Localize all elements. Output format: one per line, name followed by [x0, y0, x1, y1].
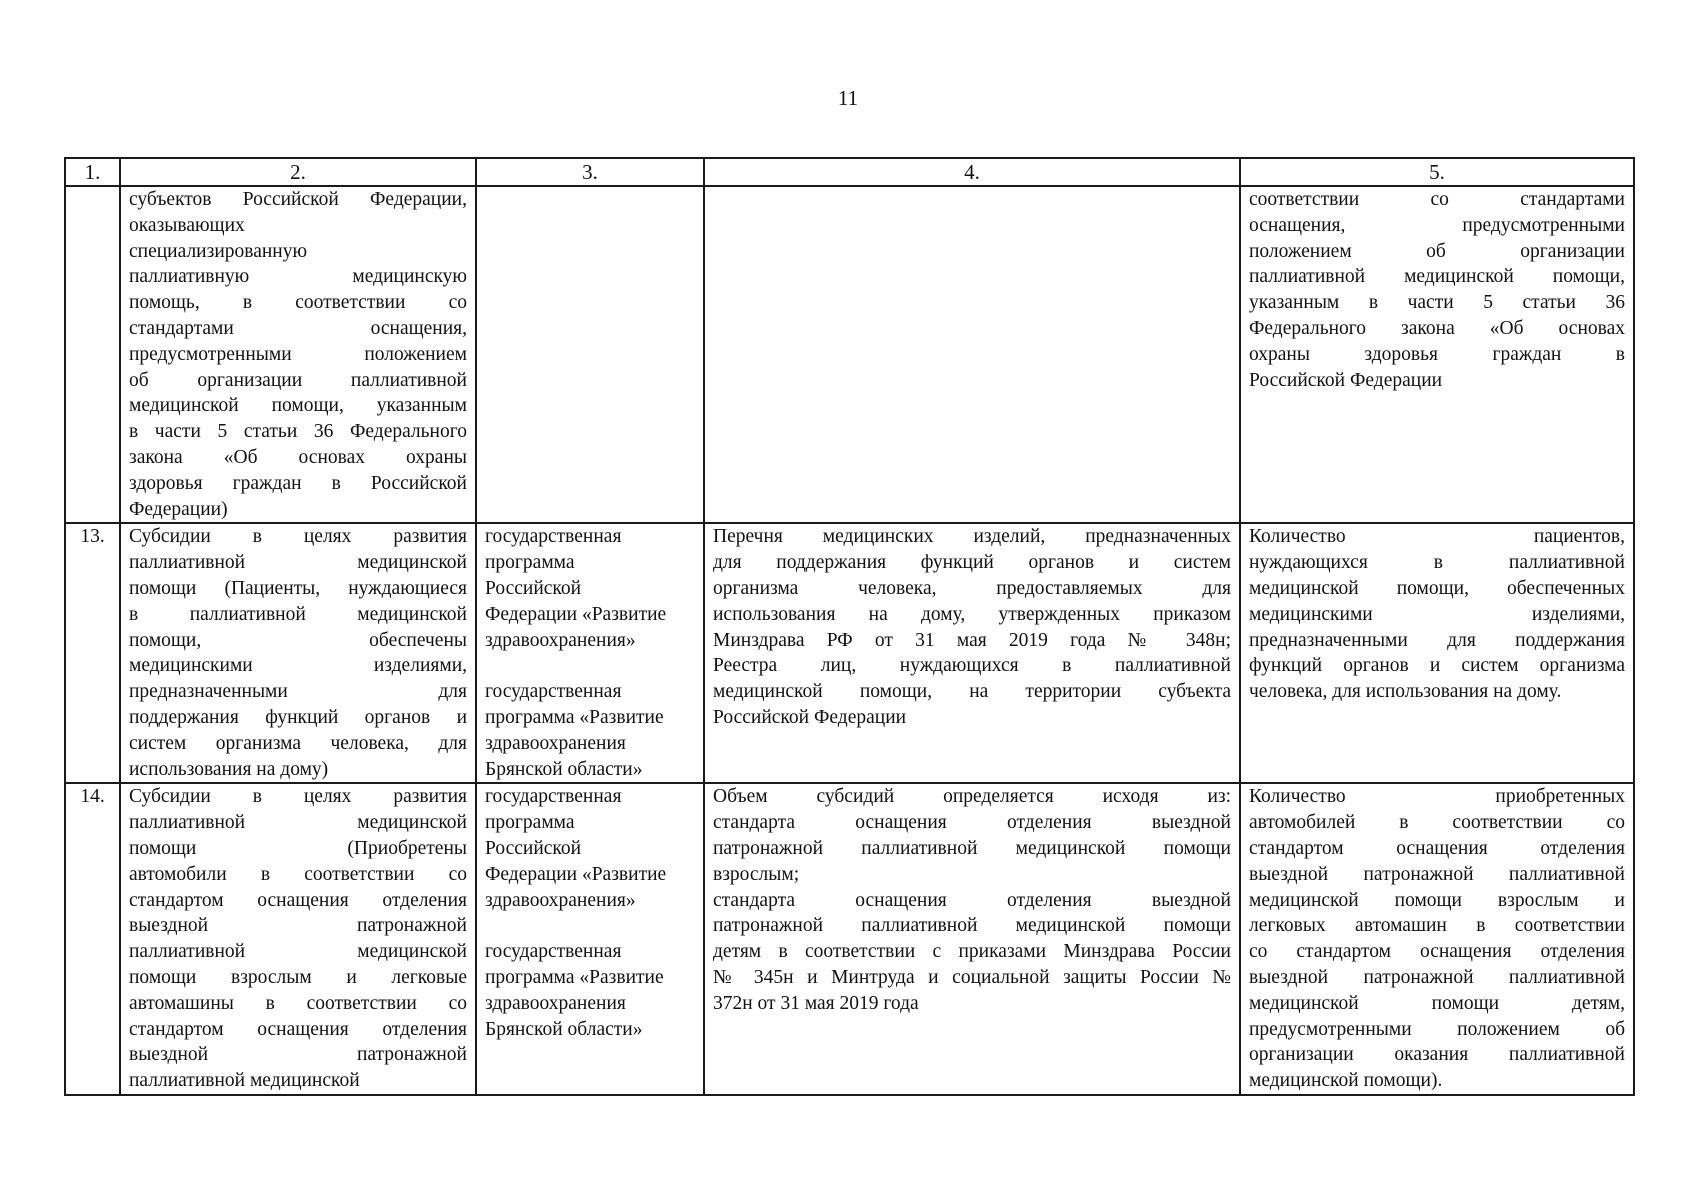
indicator-line: со стандартом оснащения отделения [1249, 941, 1625, 963]
description-line: медицинской помощи, указанным [129, 395, 467, 417]
program-line: здравоохранения» [485, 889, 636, 911]
calculation-basis-line: стандарта оснащения отделения выездной [713, 889, 1231, 911]
header-col-4: 4. [704, 158, 1240, 186]
program-line: Федерации «Развитие [485, 603, 667, 625]
description-line: Субсидии в целях развития [129, 786, 467, 808]
description-line: закона «Об основах охраны [129, 446, 467, 468]
calculation-basis-line: детям в соответствии с приказами Минздрава России [713, 941, 1231, 963]
description-line: предназначенными для [129, 681, 467, 703]
calculation-basis-line: для поддержания функций органов и систем [713, 552, 1231, 574]
indicator-line: охраны здоровья граждан в [1249, 343, 1625, 365]
description-line: оказывающих [129, 214, 245, 236]
indicator-line: медицинской помощи, обеспеченных [1249, 577, 1625, 599]
description-line: выездной патронажной [129, 915, 467, 937]
description-line: субъектов Российской Федерации, [129, 189, 467, 210]
description-line: стандартом оснащения отделения [129, 889, 467, 911]
table-header-row [65, 158, 1634, 186]
cell-description [120, 186, 476, 523]
program-line: программа «Развитие [485, 966, 664, 988]
program-line: здравоохранения [485, 732, 626, 754]
program-line: Брянской области» [485, 758, 643, 780]
description-line: здоровья граждан в Российской [129, 472, 467, 494]
program-gap [485, 913, 695, 939]
cell-program [476, 783, 704, 1095]
indicator-line: Российской Федерации [1249, 369, 1443, 391]
indicator-line: стандартом оснащения отделения [1249, 837, 1625, 859]
indicator-line: предназначенными для поддержания [1249, 629, 1625, 651]
indicator-line: предусмотренными положением об [1249, 1018, 1625, 1040]
program-line: Российской [485, 837, 582, 859]
description-line: предусмотренными положением [129, 343, 467, 365]
program-line: государственная [485, 941, 622, 963]
indicator-line: выездной патронажной паллиативной [1249, 966, 1625, 988]
indicator-line: медицинской помощи детям, [1249, 992, 1625, 1014]
document-table [64, 157, 1635, 1096]
calculation-basis-line: взрослым; [713, 863, 800, 885]
row-number: 14. [65, 783, 120, 1095]
indicator-line: Количество пациентов, [1249, 526, 1625, 548]
description-line: паллиативной медицинской [129, 812, 467, 834]
cell-program [476, 523, 704, 783]
cell-program [476, 186, 704, 523]
cell-calculation-basis [704, 186, 1240, 523]
indicator-line: медицинской помощи взрослым и [1249, 889, 1625, 911]
table-row [65, 186, 1634, 523]
header-col-3: 3. [476, 158, 704, 186]
description-line: паллиативной медицинской [129, 941, 467, 963]
indicator-line: паллиативной медицинской помощи, [1249, 266, 1625, 288]
calculation-basis-line: организма человека, предоставляемых для [713, 577, 1231, 599]
description-line: помощи взрослым и легковые [129, 966, 467, 988]
program-line: здравоохранения [485, 992, 626, 1014]
calculation-basis-line: стандарта оснащения отделения выездной [713, 812, 1231, 834]
calculation-basis-line: патронажной паллиативной медицинской помощи [713, 837, 1231, 859]
indicator-line: выездной патронажной паллиативной [1249, 863, 1625, 885]
cell-description [120, 523, 476, 783]
calculation-basis-line: медицинской помощи, на территории субъекта [713, 681, 1231, 703]
indicator-line: Количество приобретенных [1249, 786, 1625, 808]
calculation-basis-line: № 345н и Минтруда и социальной защиты России № [713, 966, 1231, 988]
description-line: в части 5 статьи 36 Федерального [129, 421, 467, 443]
description-line: паллиативной медицинской [129, 1070, 360, 1092]
description-line: специализированную [129, 240, 308, 262]
calculation-basis-line: Реестра лиц, нуждающихся в паллиативной [713, 655, 1231, 677]
description-line: стандартами оснащения, [129, 317, 467, 339]
cell-indicator [1240, 523, 1634, 783]
cell-indicator [1240, 783, 1634, 1095]
program-line: государственная [485, 681, 622, 703]
header-col-1: 1. [65, 158, 120, 186]
calculation-basis-line: Минздрава РФ от 31 мая 2019 года № 348н; [713, 629, 1231, 651]
description-line: систем организма человека, для [129, 732, 467, 754]
indicator-line: положением об организации [1249, 240, 1625, 262]
indicator-line: Федерального закона «Об основах [1249, 317, 1625, 339]
indicator-line: оснащения, предусмотренными [1249, 214, 1625, 236]
indicator-line: автомобилей в соответствии со [1249, 812, 1625, 834]
calculation-basis-line: патронажной паллиативной медицинской помощи [713, 915, 1231, 937]
calculation-basis-line: использования на дому, утвержденных приказом [713, 603, 1231, 625]
row-number [65, 186, 120, 523]
program-line: здравоохранения» [485, 629, 636, 651]
calculation-basis-line: Объем субсидий определяется исходя из: [713, 786, 1231, 808]
description-line: паллиативной медицинской [129, 552, 467, 574]
header-col-2: 2. [120, 158, 476, 186]
description-line: выездной патронажной [129, 1044, 467, 1066]
program-line: государственная [485, 786, 622, 808]
program-line: государственная [485, 526, 622, 548]
description-line: помощь, в соответствии со [129, 292, 467, 314]
description-line: поддержания функций органов и [129, 706, 467, 728]
description-line: помощи (Приобретены [129, 837, 467, 859]
description-line: в паллиативной медицинской [129, 603, 467, 625]
cell-description [120, 783, 476, 1095]
description-line: медицинскими изделиями, [129, 655, 467, 677]
indicator-line: нуждающихся в паллиативной [1249, 552, 1625, 574]
indicator-line: медицинской помощи). [1249, 1070, 1443, 1092]
indicator-line: человека, для использования на дому. [1249, 681, 1562, 703]
indicator-line: легковых автомашин в соответствии [1249, 915, 1625, 937]
indicator-line: организации оказания паллиативной [1249, 1044, 1625, 1066]
description-line: об организации паллиативной [129, 369, 467, 391]
indicator-line: медицинскими изделиями, [1249, 603, 1625, 625]
description-line: Субсидии в целях развития [129, 526, 467, 548]
calculation-basis-line: Перечня медицинских изделий, предназначенных [713, 526, 1231, 548]
description-line: стандартом оснащения отделения [129, 1018, 467, 1040]
program-line: программа «Развитие [485, 706, 664, 728]
description-line: помощи, обеспечены [129, 629, 467, 651]
row-number: 13. [65, 523, 120, 783]
calculation-basis-line: 372н от 31 мая 2019 года [713, 992, 919, 1014]
description-line: автомобили в соответствии со [129, 863, 467, 885]
indicator-line: функций органов и систем организма [1249, 655, 1625, 677]
cell-indicator [1240, 186, 1634, 523]
table-row [65, 523, 1634, 783]
calculation-basis-line: Российской Федерации [713, 706, 907, 728]
description-line: использования на дому) [129, 758, 329, 780]
description-line: паллиативную медицинскую [129, 266, 467, 288]
header-col-5: 5. [1240, 158, 1634, 186]
program-line: Федерации «Развитие [485, 863, 667, 885]
indicator-line: соответствии со стандартами [1249, 189, 1625, 210]
program-line: Российской [485, 577, 582, 599]
table-row [65, 783, 1634, 1095]
cell-calculation-basis [704, 783, 1240, 1095]
program-line: программа [485, 812, 575, 834]
cell-calculation-basis [704, 523, 1240, 783]
indicator-line: указанным в части 5 статьи 36 [1249, 292, 1625, 314]
program-line: Брянской области» [485, 1018, 643, 1040]
program-line: программа [485, 552, 575, 574]
program-gap [485, 653, 695, 679]
page-number: 11 [837, 86, 859, 110]
description-line: помощи (Пациенты, нуждающиеся [129, 577, 467, 599]
description-line: автомашины в соответствии со [129, 992, 467, 1014]
description-line: Федерации) [129, 498, 228, 520]
